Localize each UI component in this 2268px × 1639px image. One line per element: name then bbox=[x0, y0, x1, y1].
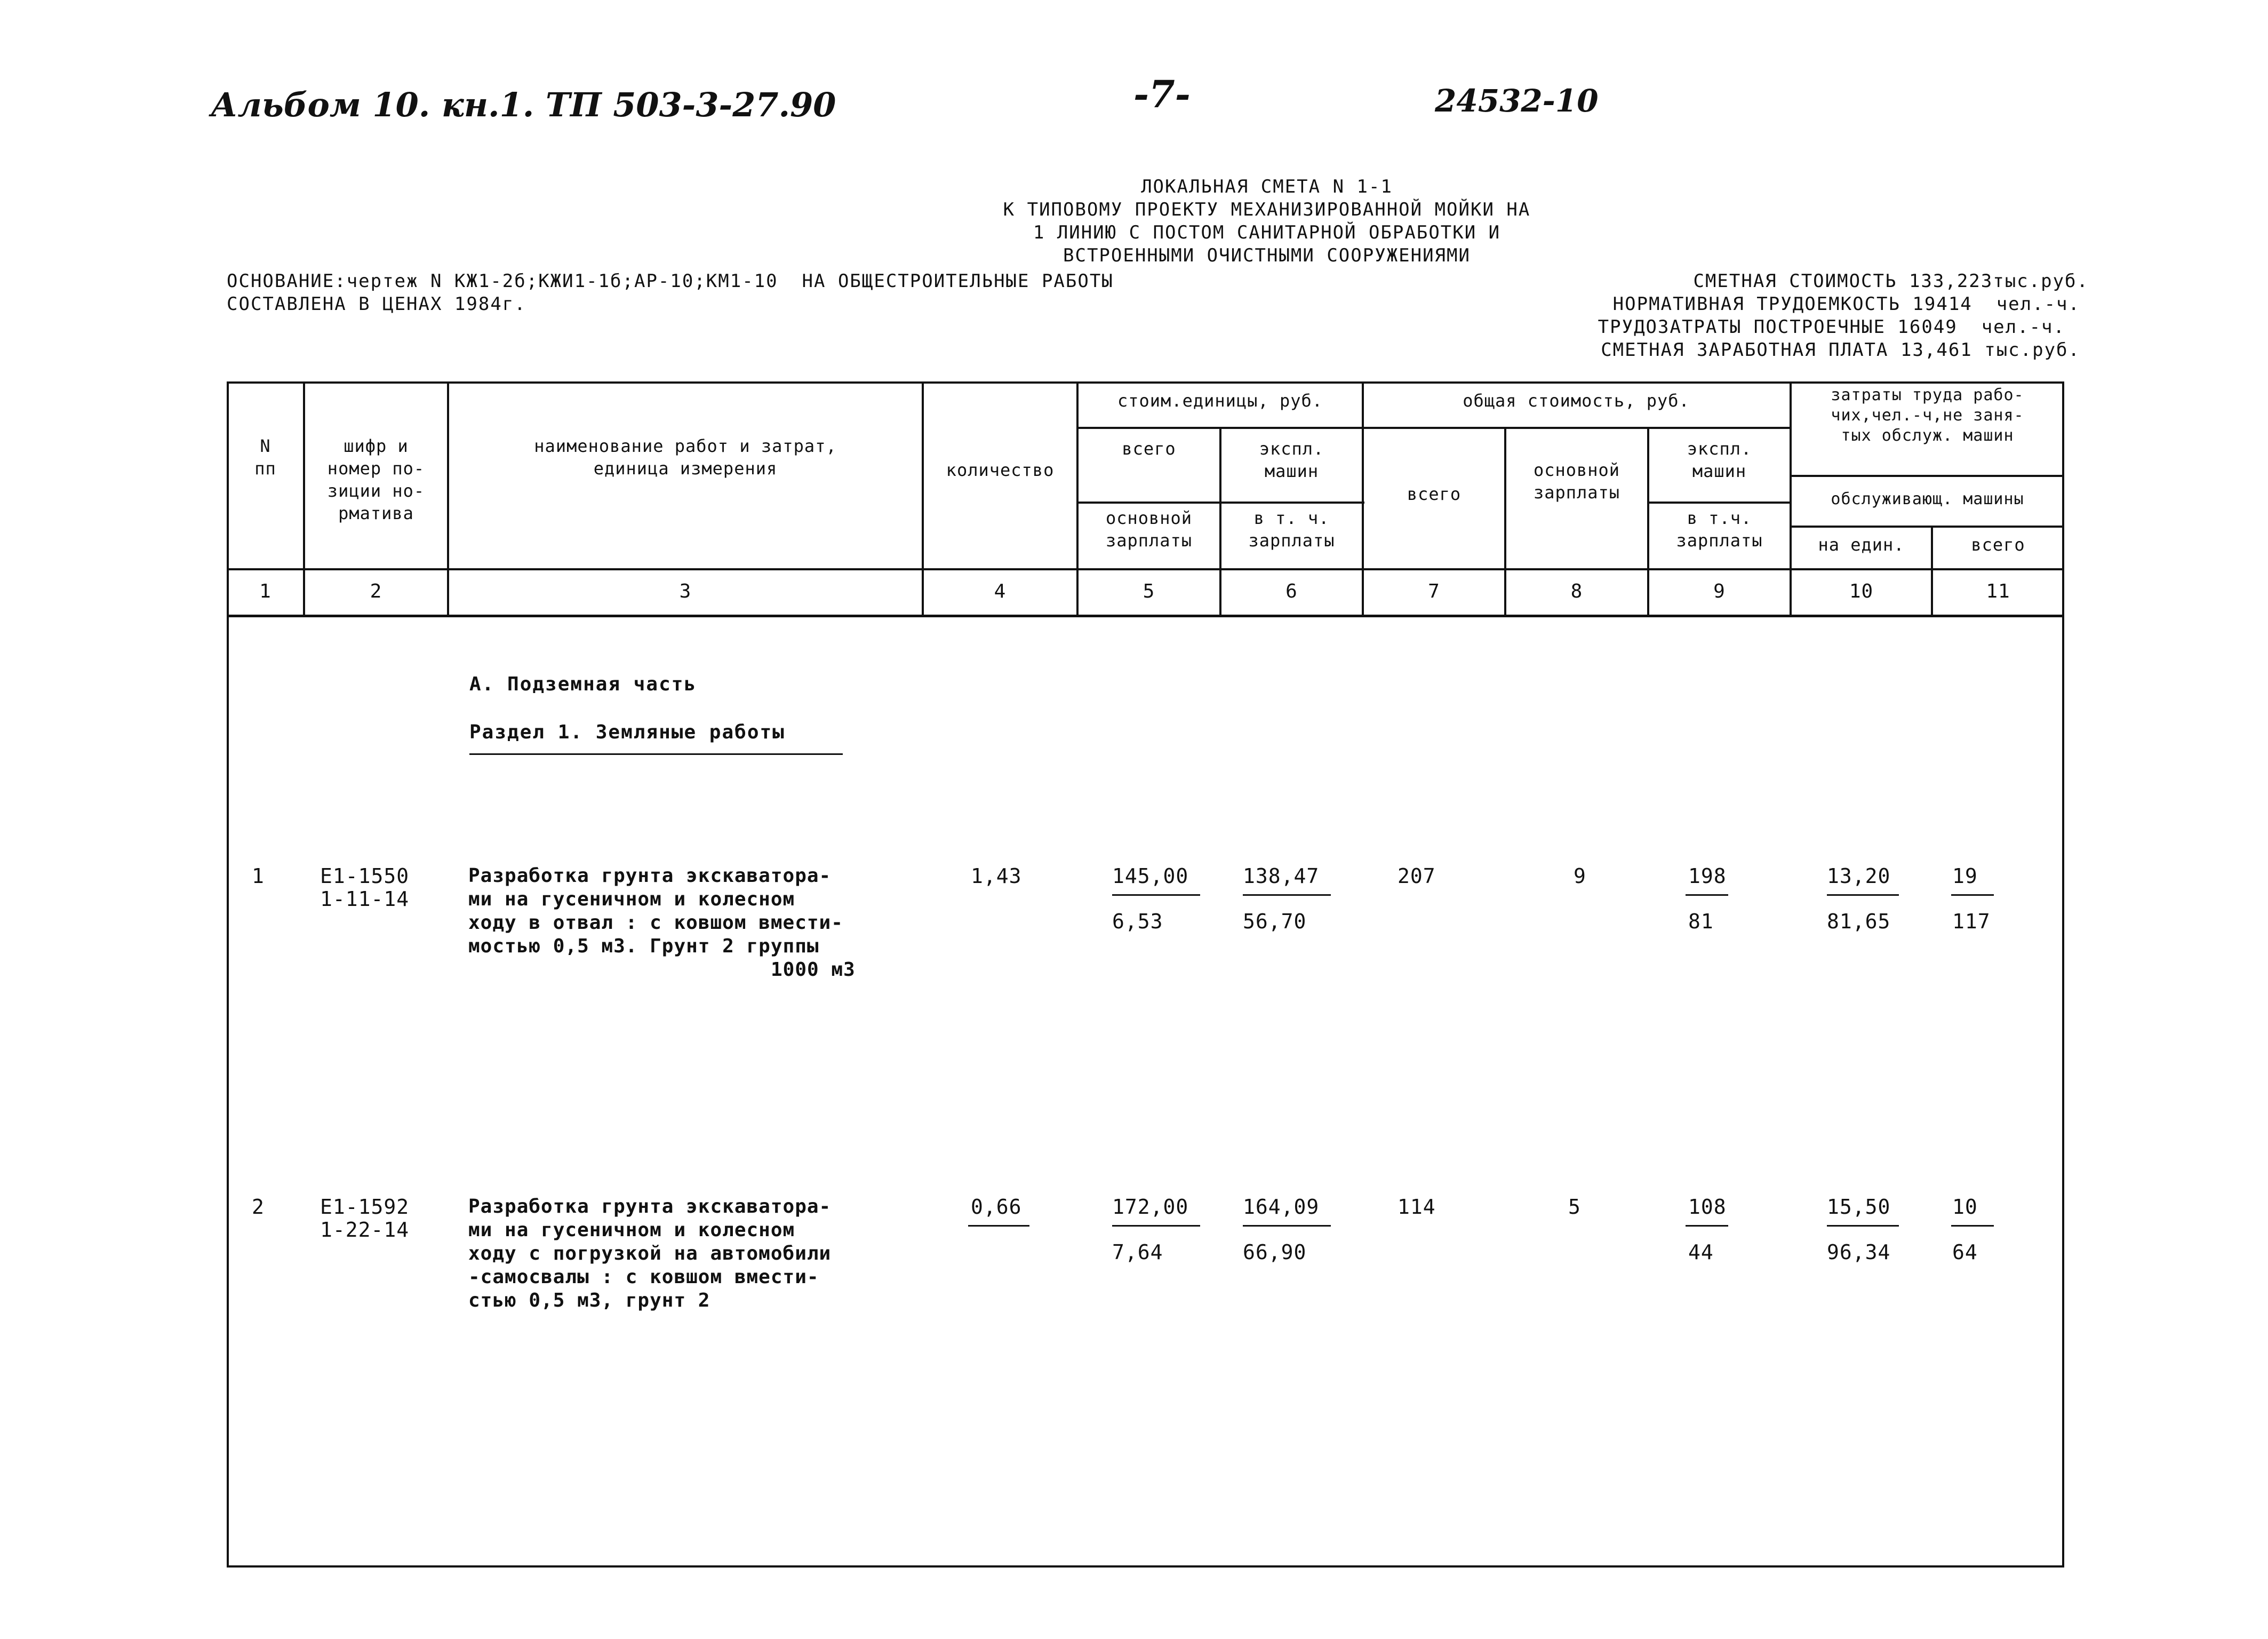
fraction-bar bbox=[1112, 1225, 1200, 1227]
col-number: 1 bbox=[259, 580, 271, 602]
row-1-n: 1 bbox=[252, 864, 265, 888]
row-2-labor-unit-machines: 96,34 bbox=[1827, 1240, 1891, 1264]
summary-wages: СМЕТНАЯ ЗАРАБОТНАЯ ПЛАТА 13,461 тыс.руб. bbox=[1601, 339, 2080, 361]
row-divider bbox=[1790, 475, 2064, 477]
fraction-bar bbox=[1827, 894, 1899, 896]
row-1-unit-machines-wages: 56,70 bbox=[1243, 910, 1307, 933]
row-1-code: Е1-1550 bbox=[320, 864, 410, 888]
album-reference: Альбом 10. кн.1. ТП 503-3-27.90 bbox=[211, 85, 836, 124]
col-number: 6 bbox=[1285, 580, 1298, 602]
row-1-labor-unit: 13,20 bbox=[1827, 864, 1891, 888]
fraction-bar bbox=[968, 1225, 1029, 1227]
title-line-4: ВСТРОЕННЫМИ ОЧИСТНЫМИ СООРУЖЕНИЯМИ bbox=[1063, 245, 1471, 266]
col-number: 5 bbox=[1143, 580, 1155, 602]
col-number: 9 bbox=[1713, 580, 1726, 602]
row-2-total-machines-wages: 44 bbox=[1688, 1240, 1714, 1264]
row-1-total-wages: 9 bbox=[1574, 864, 1586, 888]
row-2-unit-machines: 164,09 bbox=[1243, 1195, 1320, 1219]
row-1-labor-total-machines: 117 bbox=[1952, 910, 1991, 933]
row-1-labor-unit-machines: 81,65 bbox=[1827, 910, 1891, 933]
summary-construction-labor: ТРУДОЗАТРАТЫ ПОСТРОЕЧНЫЕ 16049 чел.-ч. bbox=[1598, 316, 2065, 338]
row-divider bbox=[227, 568, 2064, 570]
header-code: шифр и номер по- зиции но- рматива bbox=[327, 436, 425, 523]
header-total-wages: основной зарплаты bbox=[1533, 460, 1620, 503]
fraction-bar bbox=[1243, 1225, 1331, 1227]
row-1-description: Разработка грунта экскаватора- ми на гусеничном и колесном ходу в отвал : с ковшом вмести- мостью 0,5 м3. Грунт 2 группы bbox=[468, 865, 843, 957]
basis-line: ОСНОВАНИЕ:чертеж N КЖ1-2б;КЖИ1-1б;АР-10;КМ1-10 НА ОБЩЕСТРОИТЕЛЬНЫЕ РАБОТЫ bbox=[227, 270, 1114, 292]
fraction-bar bbox=[1112, 894, 1200, 896]
summary-cost: СМЕТНАЯ СТОИМОСТЬ 133,223тыс.руб. bbox=[1693, 270, 2089, 292]
estimate-table bbox=[227, 381, 2064, 1568]
row-2-code: Е1-1592 bbox=[320, 1195, 410, 1219]
col-number: 7 bbox=[1428, 580, 1440, 602]
row-2-labor-total-machines: 64 bbox=[1952, 1240, 1978, 1264]
header-unit-machines: экспл. машин bbox=[1259, 439, 1324, 481]
row-2-n: 2 bbox=[252, 1195, 265, 1219]
document-code: 24532-10 bbox=[1435, 83, 1599, 119]
row-divider bbox=[1076, 502, 1364, 504]
fraction-bar bbox=[1243, 894, 1331, 896]
header-unit-cost: стоим.единицы, руб. bbox=[1117, 391, 1323, 411]
col-number: 2 bbox=[370, 580, 382, 602]
fraction-bar bbox=[1827, 1225, 1899, 1227]
col-number: 10 bbox=[1849, 580, 1874, 602]
row-2-description: Разработка грунта экскаватора- ми на гусеничном и колесном ходу с погрузкой на автомобили -самосвалы : с ковшом вмести- стью 0,5 м3, грунт 2 bbox=[468, 1196, 832, 1311]
row-2-total-wages: 5 bbox=[1568, 1195, 1581, 1219]
col-number: 3 bbox=[679, 580, 692, 602]
fraction-bar bbox=[1951, 1225, 1994, 1227]
row-1-total-machines-wages: 81 bbox=[1688, 910, 1714, 933]
header-total-machines: экспл. машин bbox=[1687, 439, 1752, 481]
col-number: 8 bbox=[1570, 580, 1583, 602]
row-1-unit: 1000 м3 bbox=[771, 959, 856, 981]
header-unit-wages: основной зарплаты bbox=[1105, 508, 1193, 551]
header-labor-machines: обслуживающ. машины bbox=[1831, 490, 2024, 508]
header-unit-machines-wages: в т. ч. зарплаты bbox=[1248, 508, 1335, 551]
fraction-bar bbox=[1686, 1225, 1728, 1227]
row-1-total-machines: 198 bbox=[1688, 864, 1727, 888]
fraction-bar bbox=[1686, 894, 1728, 896]
part-title: А. Подземная часть bbox=[469, 673, 697, 695]
header-quantity: количество bbox=[946, 460, 1055, 480]
section-underline bbox=[469, 753, 843, 755]
row-2-labor-unit: 15,50 bbox=[1827, 1195, 1891, 1219]
row-divider bbox=[227, 615, 2064, 617]
row-1-unit-total: 145,00 bbox=[1112, 864, 1189, 888]
col-number: 4 bbox=[994, 580, 1007, 602]
row-2-unit-machines-wages: 66,90 bbox=[1243, 1240, 1307, 1264]
row-2-quantity: 0,66 bbox=[971, 1195, 1022, 1219]
row-2-total: 114 bbox=[1397, 1195, 1436, 1219]
header-labor-total: всего bbox=[1971, 535, 2025, 555]
row-divider bbox=[1076, 427, 1791, 429]
row-1-total: 207 bbox=[1397, 864, 1436, 888]
header-total-machines-wages: в т.ч. зарплаты bbox=[1676, 508, 1763, 551]
row-2-unit-wages: 7,64 bbox=[1112, 1240, 1163, 1264]
header-total-cost: общая стоимость, руб. bbox=[1463, 391, 1690, 411]
row-2-code-sub: 1-22-14 bbox=[320, 1218, 410, 1242]
row-divider bbox=[1647, 502, 1791, 504]
header-labor: затраты труда рабо- чих,чел.-ч,не заня- тых обслуж. машин bbox=[1831, 386, 2024, 445]
row-1-unit-wages: 6,53 bbox=[1112, 910, 1163, 933]
title-line-1: ЛОКАЛЬНАЯ СМЕТА N 1-1 bbox=[1141, 176, 1393, 197]
col-number: 11 bbox=[1986, 580, 2010, 602]
header-name: наименование работ и затрат, единица измерения bbox=[534, 436, 837, 479]
header-total-total: всего bbox=[1407, 484, 1462, 504]
title-line-2: К ТИПОВОМУ ПРОЕКТУ МЕХАНИЗИРОВАННОЙ МОЙКИ НА bbox=[1003, 199, 1531, 220]
section-title: Раздел 1. Земляные работы bbox=[469, 721, 785, 743]
prices-line: СОСТАВЛЕНА В ЦЕНАХ 1984г. bbox=[227, 293, 526, 315]
page-number: -7- bbox=[1133, 72, 1191, 116]
summary-labor: НОРМАТИВНАЯ ТРУДОЕМКОСТЬ 19414 чел.-ч. bbox=[1612, 293, 2080, 315]
header-n: N пп bbox=[254, 436, 276, 479]
row-divider bbox=[1790, 526, 2064, 528]
row-2-unit-total: 172,00 bbox=[1112, 1195, 1189, 1219]
row-1-labor-total: 19 bbox=[1952, 864, 1978, 888]
fraction-bar bbox=[1951, 894, 1994, 896]
title-line-3: 1 ЛИНИЮ С ПОСТОМ САНИТАРНОЙ ОБРАБОТКИ И bbox=[1033, 222, 1501, 243]
row-2-total-machines: 108 bbox=[1688, 1195, 1727, 1219]
header-unit-total: всего bbox=[1122, 439, 1176, 459]
row-1-unit-machines: 138,47 bbox=[1243, 864, 1320, 888]
header-labor-per-unit: на един. bbox=[1818, 535, 1905, 555]
row-2-labor-total: 10 bbox=[1952, 1195, 1978, 1219]
row-1-quantity: 1,43 bbox=[971, 864, 1022, 888]
row-1-code-sub: 1-11-14 bbox=[320, 887, 410, 911]
